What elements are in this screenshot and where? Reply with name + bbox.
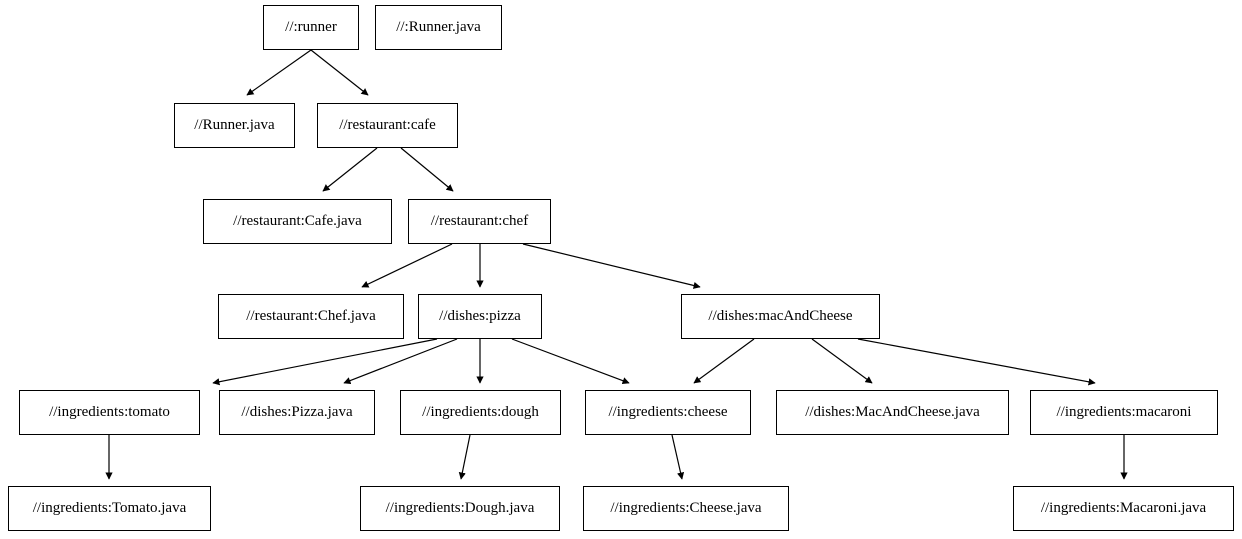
graph-node[interactable]: //ingredients:Dough.java: [360, 486, 560, 531]
graph-node[interactable]: //:Runner.java: [375, 5, 502, 50]
graph-edge: [311, 50, 368, 95]
graph-node[interactable]: //:runner: [263, 5, 359, 50]
graph-node[interactable]: //ingredients:macaroni: [1030, 390, 1218, 435]
graph-node[interactable]: //dishes:pizza: [418, 294, 542, 339]
graph-node[interactable]: //ingredients:cheese: [585, 390, 751, 435]
graph-edge: [812, 339, 872, 383]
graph-node[interactable]: //restaurant:cafe: [317, 103, 458, 148]
graph-edge: [858, 339, 1095, 383]
graph-node[interactable]: //ingredients:tomato: [19, 390, 200, 435]
graph-node[interactable]: //restaurant:Chef.java: [218, 294, 404, 339]
graph-node[interactable]: //dishes:macAndCheese: [681, 294, 880, 339]
graph-node[interactable]: //Runner.java: [174, 103, 295, 148]
graph-edge: [247, 50, 311, 95]
graph-node[interactable]: //ingredients:Tomato.java: [8, 486, 211, 531]
graph-node[interactable]: //ingredients:Macaroni.java: [1013, 486, 1234, 531]
graph-edge: [401, 148, 453, 191]
graph-edge: [213, 339, 437, 383]
graph-node[interactable]: //dishes:Pizza.java: [219, 390, 375, 435]
graph-node[interactable]: //dishes:MacAndCheese.java: [776, 390, 1009, 435]
graph-edge: [672, 435, 682, 479]
graph-node[interactable]: //ingredients:Cheese.java: [583, 486, 789, 531]
graph-node[interactable]: //ingredients:dough: [400, 390, 561, 435]
graph-edge: [512, 339, 629, 383]
graph-node[interactable]: //restaurant:chef: [408, 199, 551, 244]
graph-edge: [694, 339, 754, 383]
graph-edge: [461, 435, 470, 479]
graph-edge: [362, 244, 452, 287]
graph-node[interactable]: //restaurant:Cafe.java: [203, 199, 392, 244]
graph-edge: [323, 148, 377, 191]
graph-edge: [523, 244, 700, 287]
